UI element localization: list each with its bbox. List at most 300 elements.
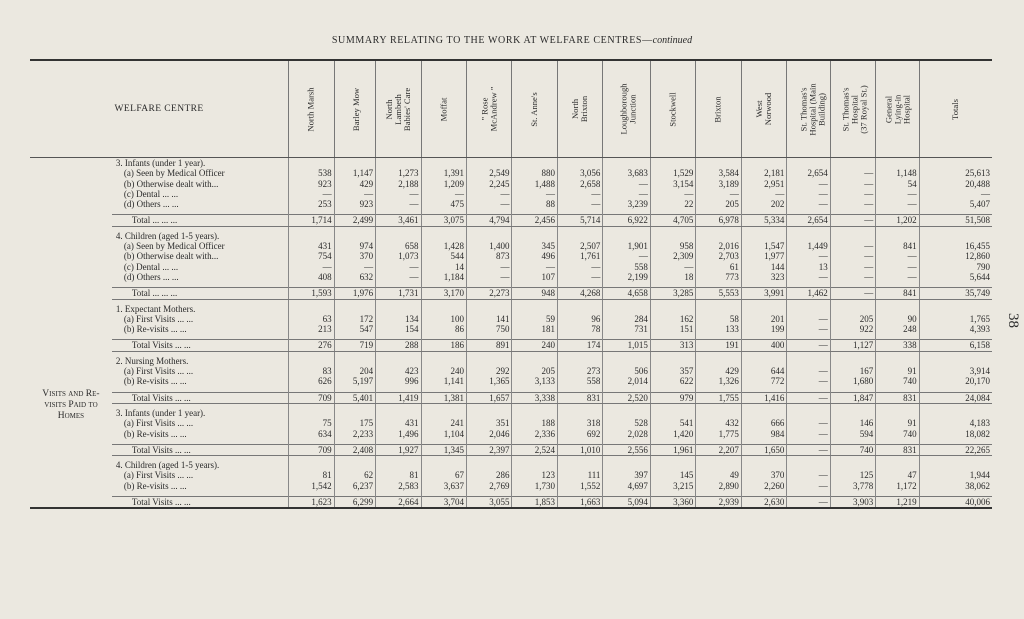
table-cell: — [467, 262, 512, 272]
table-cell: 790 [919, 262, 992, 272]
table-cell: 2,309 [650, 251, 695, 261]
table-cell: — [787, 429, 830, 439]
table-cell: 4,393 [919, 324, 992, 334]
table-cell: 345 [512, 241, 557, 251]
table-cell: — [603, 189, 650, 199]
table-cell: 2,549 [467, 168, 512, 178]
table-cell: 594 [830, 429, 875, 439]
table-cell: 162 [650, 314, 695, 324]
table-cell [421, 460, 466, 470]
section-heading-row [30, 158, 992, 169]
row-label: 4. Children (aged 1-5 years). [115, 460, 220, 471]
table-cell: 2,583 [376, 481, 421, 491]
table-cell: 1,400 [467, 241, 512, 251]
table-cell: 1,853 [512, 497, 557, 509]
table-cell: 2,028 [603, 429, 650, 439]
row-label: (d) Others ... ... [123, 271, 179, 282]
table-cell: 2,654 [787, 215, 830, 226]
table-cell [512, 408, 557, 418]
table-cell: 541 [650, 418, 695, 428]
table-cell: 3,133 [512, 376, 557, 386]
column-header [696, 60, 741, 158]
section-heading-row [30, 304, 992, 314]
table-cell: 2,703 [696, 251, 741, 261]
table-cell: — [876, 262, 919, 272]
table-cell: — [830, 272, 875, 282]
table-cell: 2,207 [696, 444, 741, 455]
table-cell: 318 [557, 418, 602, 428]
table-cell [334, 304, 375, 314]
table-cell: — [467, 199, 512, 209]
table-cell: 86 [421, 324, 466, 334]
table-cell: 313 [650, 340, 695, 351]
table-row [30, 314, 992, 324]
table-cell: 2,664 [376, 497, 421, 509]
table-cell: 831 [876, 392, 919, 403]
table-cell: 841 [876, 241, 919, 251]
total-row [30, 392, 992, 403]
column-header-label: Loughborough Junction [618, 83, 638, 135]
table-row [30, 189, 992, 199]
column-header-label: St. Anne's [529, 92, 540, 127]
table-row [30, 272, 992, 282]
table-cell: 145 [650, 470, 695, 480]
table-cell: 357 [650, 366, 695, 376]
table-cell: — [830, 199, 875, 209]
table-cell: 873 [467, 251, 512, 261]
table-cell: 4,183 [919, 418, 992, 428]
row-label: (c) Dental ... ... [123, 261, 179, 272]
table-cell: 634 [289, 429, 334, 439]
table-cell [696, 356, 741, 366]
table-cell [830, 158, 875, 169]
table-cell: 88 [512, 199, 557, 209]
table-cell: — [787, 418, 830, 428]
row-label: (a) Seen by Medical Officer [123, 241, 225, 252]
row-label: (b) Re-visits ... ... [123, 376, 187, 387]
table-cell: — [830, 168, 875, 178]
column-header [876, 60, 919, 158]
row-label: (a) Seen by Medical Officer [123, 168, 225, 179]
table-cell: 6,299 [334, 497, 375, 509]
table-cell: 740 [876, 376, 919, 386]
table-cell: 1,730 [512, 481, 557, 491]
table-cell: 709 [289, 444, 334, 455]
table-cell: — [787, 366, 830, 376]
table-cell: 1,010 [557, 444, 602, 455]
table-cell: 622 [650, 376, 695, 386]
table-cell: 58 [696, 314, 741, 324]
table-cell: 4,697 [603, 481, 650, 491]
table-cell [376, 460, 421, 470]
column-header [557, 60, 602, 158]
table-cell [741, 460, 786, 470]
table-cell: 191 [696, 340, 741, 351]
summary-table [30, 59, 992, 509]
table-cell: 1,419 [376, 392, 421, 403]
table-cell: 891 [467, 340, 512, 351]
column-header-label: St. Thomas's Hospital (37 Royal St.) [840, 84, 869, 134]
table-cell: — [830, 241, 875, 251]
table-cell: 2,397 [467, 444, 512, 455]
table-row [30, 376, 992, 386]
table-cell: 3,903 [830, 497, 875, 509]
table-cell: 125 [830, 470, 875, 480]
table-cell: 3,285 [650, 288, 695, 299]
total-row [30, 340, 992, 351]
table-cell: 423 [376, 366, 421, 376]
table-cell: 658 [376, 241, 421, 251]
table-cell: — [557, 272, 602, 282]
table-cell: 1,273 [376, 168, 421, 178]
table-cell: 692 [557, 429, 602, 439]
table-cell [830, 304, 875, 314]
table-cell: 2,630 [741, 497, 786, 509]
table-cell [876, 231, 919, 241]
table-cell: 133 [696, 324, 741, 334]
table-cell: — [376, 189, 421, 199]
table-cell: 1,449 [787, 241, 830, 251]
table-cell: 107 [512, 272, 557, 282]
table-cell: 1,104 [421, 429, 466, 439]
table-cell: 292 [467, 366, 512, 376]
table-cell: — [557, 189, 602, 199]
column-header [421, 60, 466, 158]
table-cell: 1,731 [376, 288, 421, 299]
table-cell [787, 158, 830, 169]
table-cell [787, 356, 830, 366]
table-cell: 1,663 [557, 497, 602, 509]
table-row [30, 179, 992, 189]
table-cell [557, 231, 602, 241]
table-cell: 18 [650, 272, 695, 282]
table-cell: 5,407 [919, 199, 992, 209]
table-cell: 338 [876, 340, 919, 351]
table-cell: 202 [741, 199, 786, 209]
table-cell: 1,976 [334, 288, 375, 299]
table-cell: 1,127 [830, 340, 875, 351]
table-cell: 100 [421, 314, 466, 324]
table-cell: 429 [334, 179, 375, 189]
table-cell: 83 [289, 366, 334, 376]
table-cell: — [787, 497, 830, 509]
column-header-label: North Marsh [305, 87, 316, 132]
table-cell: 5,553 [696, 288, 741, 299]
table-cell: 3,055 [467, 497, 512, 509]
table-cell [787, 408, 830, 418]
table-cell: 1,775 [696, 429, 741, 439]
table-cell: 47 [876, 470, 919, 480]
table-cell: 3,914 [919, 366, 992, 376]
table-cell: 3,239 [603, 199, 650, 209]
table-cell [787, 460, 830, 470]
column-header [289, 60, 334, 158]
table-cell [650, 304, 695, 314]
table-cell [467, 158, 512, 169]
table-cell: — [467, 189, 512, 199]
table-cell: — [289, 189, 334, 199]
row-label: (b) Otherwise dealt with... [123, 178, 219, 189]
table-cell: 2,336 [512, 429, 557, 439]
table-cell: 2,233 [334, 429, 375, 439]
table-cell: 709 [289, 392, 334, 403]
table-cell [289, 158, 334, 169]
table-cell [557, 460, 602, 470]
table-cell: — [741, 189, 786, 199]
table-cell: 199 [741, 324, 786, 334]
table-cell: 12,860 [919, 251, 992, 261]
table-cell: — [830, 288, 875, 299]
column-header [603, 60, 650, 158]
column-header [787, 60, 830, 158]
table-cell: — [787, 251, 830, 261]
row-label: 4. Children (aged 1-5 years). [115, 230, 220, 241]
table-cell [289, 231, 334, 241]
row-label: 1. Expectant Mothers. [115, 303, 196, 314]
table-cell: 174 [557, 340, 602, 351]
group-cell-blank [30, 158, 112, 304]
table-cell: 54 [876, 179, 919, 189]
table-cell [603, 356, 650, 366]
welfare-centre-header: WELFARE CENTRE [30, 60, 289, 158]
table-cell: 284 [603, 314, 650, 324]
table-cell: 2,939 [696, 497, 741, 509]
table-cell: 3,056 [557, 168, 602, 178]
table-cell: 1,391 [421, 168, 466, 178]
table-cell: 773 [696, 272, 741, 282]
table-cell: 2,654 [787, 168, 830, 178]
table-cell: — [787, 444, 830, 455]
table-cell: 205 [696, 199, 741, 209]
table-row [30, 429, 992, 439]
table-row [30, 241, 992, 251]
table-cell [919, 158, 992, 169]
column-header-label: St. Thomas's Hospital (Main Building) [798, 82, 827, 136]
table-cell [696, 460, 741, 470]
table-cell: 974 [334, 241, 375, 251]
row-label: Total Visits ... ... [112, 497, 289, 509]
table-cell [650, 158, 695, 169]
table-row [30, 366, 992, 376]
table-cell: 958 [650, 241, 695, 251]
table-cell [557, 158, 602, 169]
table-cell [467, 460, 512, 470]
page-title-suffix: continued [652, 35, 693, 46]
table-cell: 431 [289, 241, 334, 251]
group-label: Visits and Re-visits Paid to Homes [42, 388, 100, 421]
row-label: (b) Re-visits ... ... [123, 324, 187, 335]
table-cell [787, 304, 830, 314]
table-cell: 1,015 [603, 340, 650, 351]
table-cell [696, 408, 741, 418]
table-cell [376, 231, 421, 241]
table-cell: 81 [376, 470, 421, 480]
table-cell: 1,542 [289, 481, 334, 491]
table-cell: 3,991 [741, 288, 786, 299]
table-cell: 62 [334, 470, 375, 480]
page-title-text: SUMMARY RELATING TO THE WORK AT WELFARE CENTRES [331, 35, 643, 46]
table-cell: 1,326 [696, 376, 741, 386]
table-cell: 91 [876, 366, 919, 376]
table-cell: 253 [289, 199, 334, 209]
table-cell [603, 460, 650, 470]
total-row [30, 215, 992, 226]
table-cell: 2,524 [512, 444, 557, 455]
table-cell: 172 [334, 314, 375, 324]
table-cell [876, 356, 919, 366]
table-cell [741, 158, 786, 169]
table-cell [787, 231, 830, 241]
table-cell: 240 [512, 340, 557, 351]
table-cell: 2,273 [467, 288, 512, 299]
table-cell: 6,922 [603, 215, 650, 226]
table-cell: — [787, 179, 830, 189]
table-cell [289, 356, 334, 366]
table-cell: 626 [289, 376, 334, 386]
column-header-label: West Norwood [754, 92, 774, 126]
table-cell: 370 [334, 251, 375, 261]
page-title: SUMMARY RELATING TO THE WORK AT WELFARE CENTRES—continued [331, 35, 693, 46]
table-cell: 5,197 [334, 376, 375, 386]
table-cell: 4,794 [467, 215, 512, 226]
table-cell [376, 158, 421, 169]
table-cell: 6,158 [919, 340, 992, 351]
table-cell: 1,141 [421, 376, 466, 386]
section-heading-row [30, 460, 992, 470]
table-cell: 5,714 [557, 215, 602, 226]
table-cell: — [830, 215, 875, 226]
table-cell: 154 [376, 324, 421, 334]
table-cell [650, 231, 695, 241]
table-cell: 181 [512, 324, 557, 334]
table-cell: 400 [741, 340, 786, 351]
table-cell [334, 460, 375, 470]
table-cell [557, 304, 602, 314]
table-cell [289, 304, 334, 314]
table-cell: 2,260 [741, 481, 786, 491]
table-cell [557, 408, 602, 418]
row-label: (c) Dental ... ... [123, 188, 179, 199]
table-cell: 1,462 [787, 288, 830, 299]
table-cell: 558 [557, 376, 602, 386]
table-cell: 13 [787, 262, 830, 272]
table-cell: 831 [557, 392, 602, 403]
table-cell: 3,637 [421, 481, 466, 491]
table-cell: — [787, 324, 830, 334]
table-cell: 2,890 [696, 481, 741, 491]
table-cell: 475 [421, 199, 466, 209]
table-cell: 1,496 [376, 429, 421, 439]
table-cell: 3,154 [650, 179, 695, 189]
row-label: Total ... ... ... [112, 215, 289, 226]
table-cell: 2,016 [696, 241, 741, 251]
table-cell [696, 158, 741, 169]
table-cell: — [512, 189, 557, 199]
table-cell [421, 408, 466, 418]
table-cell: — [787, 481, 830, 491]
table-cell: 2,951 [741, 179, 786, 189]
table-cell: — [787, 189, 830, 199]
table-row [30, 324, 992, 334]
table-cell: 3,360 [650, 497, 695, 509]
table-cell: — [421, 189, 466, 199]
table-cell: 204 [334, 366, 375, 376]
table-cell: 431 [376, 418, 421, 428]
table-cell: 4,268 [557, 288, 602, 299]
table-cell: 75 [289, 418, 334, 428]
table-cell [512, 304, 557, 314]
table-cell: 2,046 [467, 429, 512, 439]
table-cell: 1,147 [334, 168, 375, 178]
column-header [376, 60, 421, 158]
table-cell [376, 304, 421, 314]
table-cell: — [876, 272, 919, 282]
table-cell [603, 231, 650, 241]
table-cell: 213 [289, 324, 334, 334]
table-cell: 2,658 [557, 179, 602, 189]
table-cell: 3,584 [696, 168, 741, 178]
table-cell: 1,901 [603, 241, 650, 251]
table-cell: 1,547 [741, 241, 786, 251]
table-cell [830, 460, 875, 470]
column-header-label: Totals [950, 99, 961, 120]
table-cell: 2,199 [603, 272, 650, 282]
table-cell: — [830, 179, 875, 189]
table-cell [334, 231, 375, 241]
table-cell: 40,006 [919, 497, 992, 509]
table-cell [467, 304, 512, 314]
table-cell: 59 [512, 314, 557, 324]
table-cell: 666 [741, 418, 786, 428]
table-cell: 1,593 [289, 288, 334, 299]
table-cell: 547 [334, 324, 375, 334]
row-label: (a) First Visits ... ... [123, 366, 194, 377]
table-cell: 2,408 [334, 444, 375, 455]
table-cell [603, 408, 650, 418]
table-cell: 740 [830, 444, 875, 455]
column-header-label: Brixton [713, 96, 724, 123]
table-cell: 35,749 [919, 288, 992, 299]
table-cell: 429 [696, 366, 741, 376]
table-cell: 1,977 [741, 251, 786, 261]
table-cell: 923 [334, 199, 375, 209]
table-cell: 22,265 [919, 444, 992, 455]
table-cell: 2,520 [603, 392, 650, 403]
column-header [650, 60, 695, 158]
table-cell: — [512, 262, 557, 272]
row-label: 3. Infants (under 1 year). [115, 407, 206, 418]
table-cell [696, 231, 741, 241]
row-label: 2. Nursing Mothers. [115, 355, 189, 366]
table-cell: 506 [603, 366, 650, 376]
section-heading-row [30, 356, 992, 366]
table-cell: 3,189 [696, 179, 741, 189]
column-header [741, 60, 786, 158]
column-header-label: North Lambeth Babies' Care [383, 87, 412, 131]
row-label: Total ... ... ... [112, 288, 289, 299]
table-cell: 1,623 [289, 497, 334, 509]
table-row [30, 418, 992, 428]
table-cell: 1,073 [376, 251, 421, 261]
row-label: Total Visits ... ... [112, 340, 289, 351]
table-cell: — [876, 189, 919, 199]
table-cell: 2,188 [376, 179, 421, 189]
total-row [30, 288, 992, 299]
table-cell: 1,416 [741, 392, 786, 403]
column-header [467, 60, 512, 158]
table-cell: 134 [376, 314, 421, 324]
table-cell [557, 356, 602, 366]
